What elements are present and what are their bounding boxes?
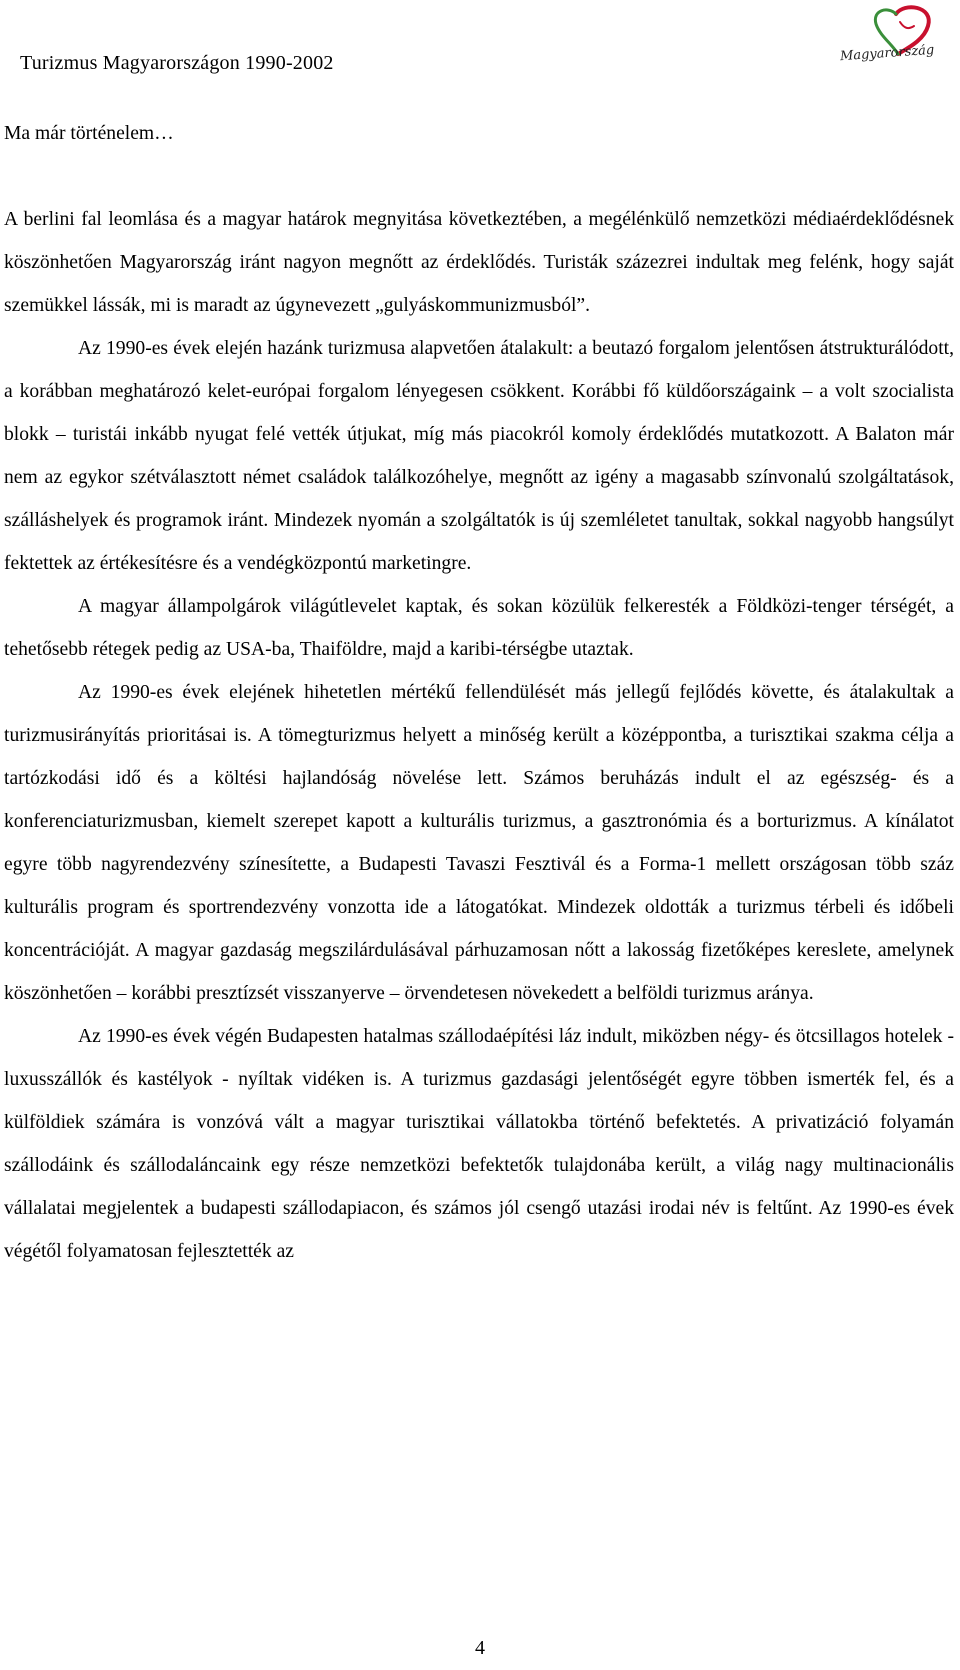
- paragraph: Az 1990-es évek végén Budapesten hatalmas szállodaépítési láz indult, miközben négy- és ötcsillagos hotelek - luxusszállók és kastélyok - nyíltak vidéken is. A turizmus gazdasági jelentőségét egyre többen ismerték fel, és a külföldiek számára is vonzóvá vált a magyar turisztikai vállatokba történő befektetés. A privatizáció folyamán szállodáink és szállodaláncaink egy része nemzetközi befektetők tulajdonába került, a világ nagy multinacionális vállalatai megjelentek a budapesti szállodapiacon, és számos jól csengő utazási irodai név is feltűnt. Az 1990-es évek végétől folyamatosan fejlesztették az: [4, 1026, 954, 1262]
- heart-logo-icon: [838, 4, 956, 80]
- page-number: 4: [475, 1637, 485, 1659]
- paragraph: Az 1990-es évek elején hazánk turizmusa alapvetően átalakult: a beutazó forgalom jelentősen átstrukturálódott, a korábban meghatározó kelet-európai forgalom lényegesen csökkent. Korábbi fő küldőországaink – a volt szocialista blokk – turistái inkább nyugat felé vették útjukat, míg más piacokról komoly érdeklődés mutatkozott. A Balaton már nem az egykor szétválasztott német családok találkozóhelye, megnőtt az igény a magasabb színvonalú szolgáltatások, szálláshelyek és programok iránt. Mindezek nyomán a szolgáltatók is új szemléletet tanultak, sokkal nagyobb hangsúlyt fektettek az értékesítésre és a vendégközpontú marketingre.: [4, 338, 954, 574]
- running-title: Turizmus Magyarországon 1990-2002: [20, 52, 334, 74]
- paragraph: A berlini fal leomlása és a magyar határok megnyitása következtében, a megélénkülő nemzetközi médiaérdeklődésnek köszönhetően Magyarország iránt nagyon megnőtt az érdeklődés. Turisták százezrei indultak meg felénk, hogy saját szemükkel lássák, mi is maradt az úgynevezett „gulyáskommunizmusból”.: [4, 209, 954, 316]
- page-header: [0, 0, 960, 90]
- paragraph: A magyar állampolgárok világútlevelet kaptak, és sokan közülük felkeresték a Földközi-tenger térségét, a tehetősebb rétegek pedig az USA-ba, Thaiföldre, majd a karibi-térségbe utaztak.: [4, 596, 954, 660]
- section-heading: Ma már történelem…: [4, 123, 174, 144]
- document-body: [4, 112, 954, 1273]
- logo-wordmark: Magyarország: [839, 42, 935, 65]
- paragraph: Az 1990-es évek elejének hihetetlen mértékű fellendülését más jellegű fejlődés követte, és átalakultak a turizmusirányítás prioritásai is. A tömegturizmus helyett a minőség került a középpontba, a turisztikai szakma célja a tartózkodási idő és a költési hajlandóság növelése lett. Számos beruházás indult el az egészség- és a konferenciaturizmusban, kiemelt szerepet kapott a kulturális turizmus, a gasztronómia és a borturizmus. A kínálatot egyre több nagyrendezvény színesítette, a Budapesti Tavaszi Fesztivál és a Forma-1 mellett országosan több száz kulturális program és sportrendezvény vonzotta ide a látogatókat. Mindezek oldották a turizmus térbeli és időbeli koncentrációját. A magyar gazdaság megszilárdulásával párhuzamosan nőtt a lakosság fizetőképes kereslete, amelynek köszönhetően – korábbi presztízsét visszanyerve – örvendetesen növekedett a belföldi turizmus aránya.: [4, 682, 954, 1004]
- magyarorszag-logo: [838, 4, 956, 80]
